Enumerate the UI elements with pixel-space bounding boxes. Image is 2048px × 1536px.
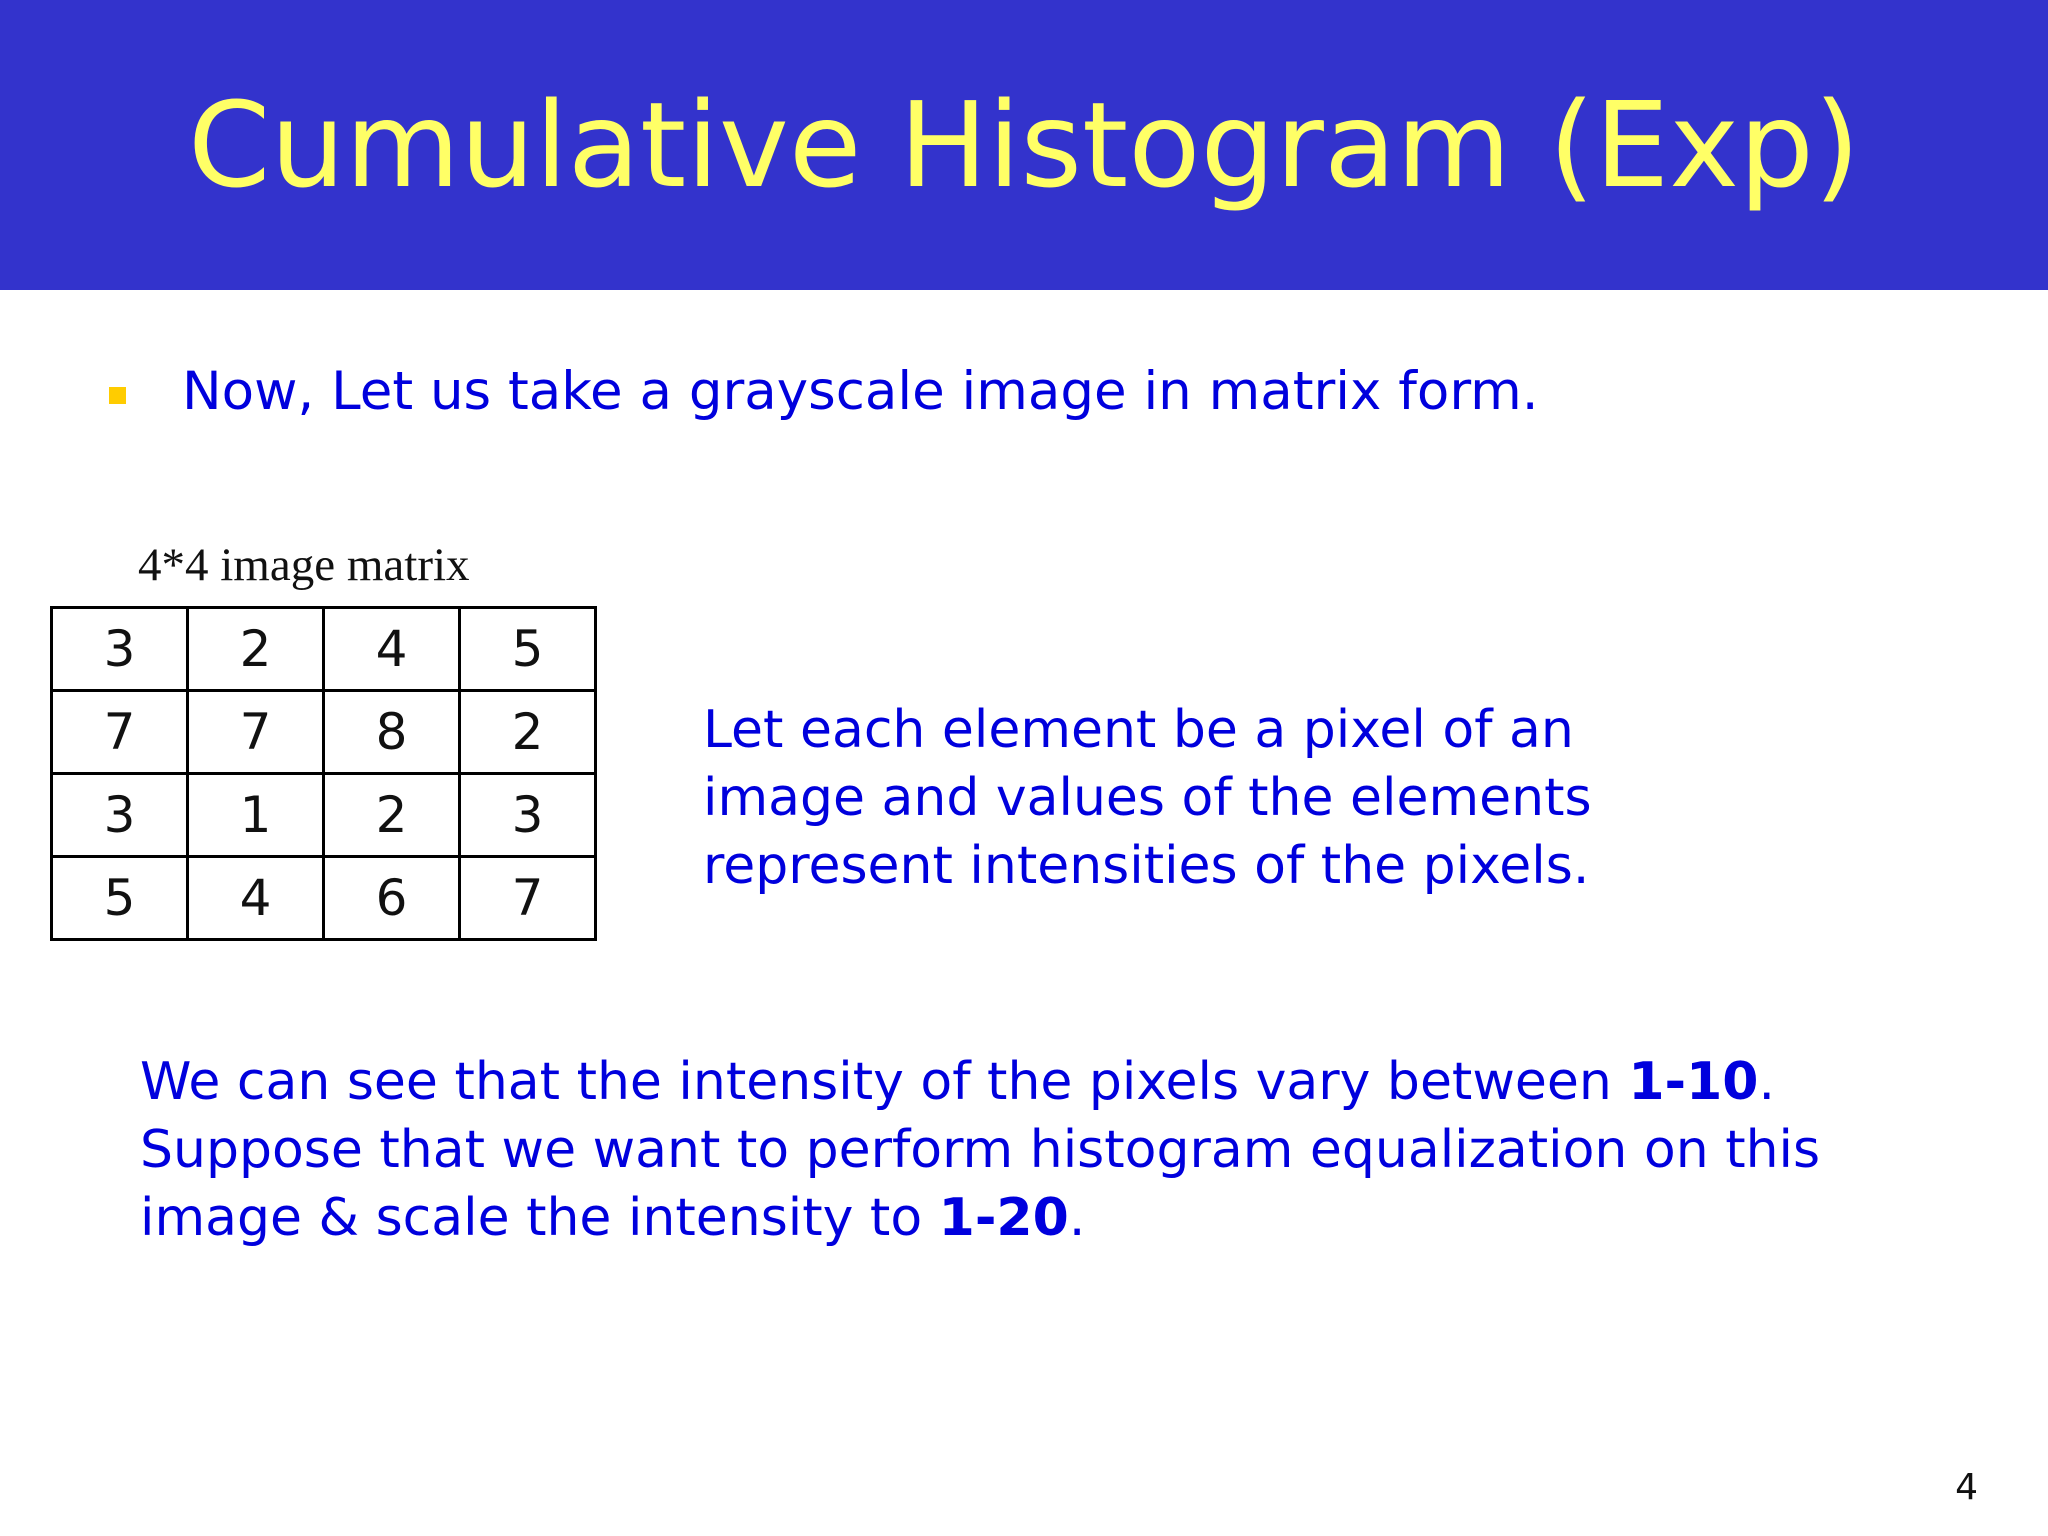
- page-number: 4: [1955, 1467, 1978, 1508]
- bullet-text: Now, Let us take a grayscale image in matrix form.: [182, 361, 1539, 422]
- description-line: image and values of the elements: [703, 768, 1592, 828]
- image-matrix: [50, 606, 597, 941]
- matrix-cell: 3: [52, 774, 188, 857]
- matrix-cell: 4: [324, 608, 460, 691]
- note-text: .: [1068, 1188, 1086, 1248]
- matrix-cell: 5: [52, 857, 188, 940]
- bullet-square-icon: [109, 387, 126, 404]
- description-line: Let each element be a pixel of an: [703, 700, 1574, 760]
- intensity-range-target: 1-20: [938, 1188, 1069, 1248]
- matrix-row: [52, 608, 596, 691]
- equalization-note: [140, 1048, 2020, 1252]
- matrix-cell: 4: [188, 857, 324, 940]
- note-line: Suppose that we want to perform histogram equalization on this: [140, 1120, 1821, 1180]
- note-line: [140, 1048, 2020, 1116]
- matrix-cell: 7: [460, 857, 596, 940]
- note-text: image & scale the intensity to: [140, 1188, 939, 1248]
- matrix-cell: 2: [460, 691, 596, 774]
- matrix-cell: 2: [188, 608, 324, 691]
- matrix-row: [52, 774, 596, 857]
- matrix-description: [703, 696, 1603, 900]
- intensity-range-original: 1-10: [1628, 1052, 1759, 1112]
- matrix-caption: 4*4 image matrix: [138, 539, 470, 591]
- note-text: .: [1758, 1052, 1775, 1112]
- matrix-cell: 2: [324, 774, 460, 857]
- matrix-cell: 3: [52, 608, 188, 691]
- matrix-cell: 5: [460, 608, 596, 691]
- matrix-cell: 3: [460, 774, 596, 857]
- matrix-cell: 8: [324, 691, 460, 774]
- note-line: [140, 1184, 2020, 1252]
- matrix-row: [52, 691, 596, 774]
- matrix-cell: 7: [52, 691, 188, 774]
- matrix-cell: 7: [188, 691, 324, 774]
- note-text: We can see that the intensity of the pixels vary between: [140, 1052, 1629, 1112]
- description-line: represent intensities of the pixels.: [703, 836, 1590, 896]
- matrix-cell: 6: [324, 857, 460, 940]
- slide-title: Cumulative Histogram (Exp): [188, 76, 1860, 214]
- matrix-cell: 1: [188, 774, 324, 857]
- matrix-row: [52, 857, 596, 940]
